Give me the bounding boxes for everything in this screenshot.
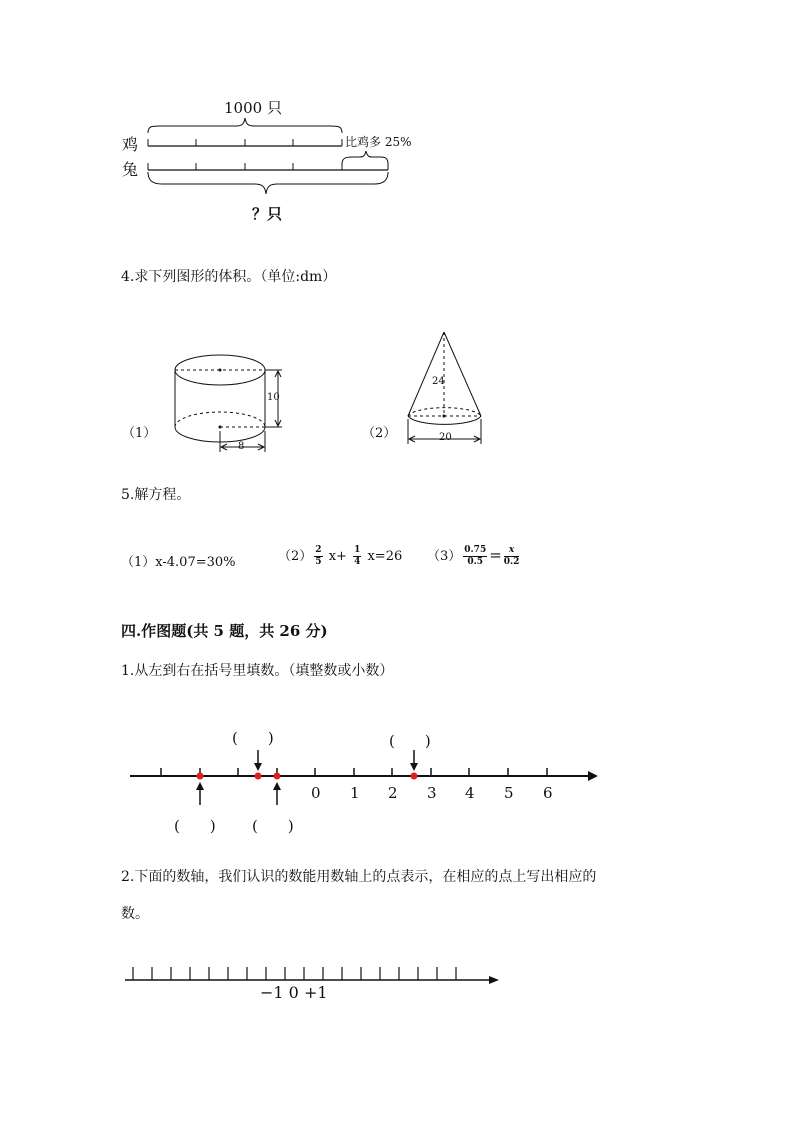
number-line-1 xyxy=(130,750,598,805)
eq3-prefix: （3） xyxy=(427,549,462,564)
eq2-fraction-1 xyxy=(314,545,322,568)
bar-top-label: 1000 只 xyxy=(224,99,282,117)
d2-axis-label: −1 0 +1 xyxy=(260,983,328,1002)
fig2-label: （2） xyxy=(362,426,397,441)
point-b xyxy=(255,773,262,780)
cylinder-figure xyxy=(175,355,282,452)
eq3-f1-num: 0.75 xyxy=(464,545,487,555)
q4-title: 4.求下列图形的体积。（单位:dm） xyxy=(121,269,337,285)
point-c xyxy=(274,773,281,780)
eq2-f1-den: 5 xyxy=(315,557,322,567)
eq3-f1-den: 0.5 xyxy=(467,557,484,567)
eq3-equals: = xyxy=(489,546,502,564)
eq2-f2-den: 4 xyxy=(354,557,361,567)
top-brace xyxy=(148,118,342,133)
q5-title: 5.解方程。 xyxy=(121,487,191,503)
eq3-fraction-1 xyxy=(463,545,487,568)
eq2-fraction-2 xyxy=(353,545,361,568)
blank-top-2[interactable]: ( ) xyxy=(389,732,431,750)
eq3-f2-den: 0.2 xyxy=(503,557,520,567)
point-a xyxy=(197,773,204,780)
extra-brace xyxy=(342,151,388,164)
bar-row2-label: 兔 xyxy=(122,160,139,179)
eq2-f2-num: 1 xyxy=(354,545,361,555)
bottom-brace xyxy=(148,172,388,194)
eq2-prefix: （2） xyxy=(278,549,313,564)
tick-label-1: 1 xyxy=(350,784,360,802)
tick-label-5: 5 xyxy=(504,784,514,802)
equation-1: （1）x-4.07=30% xyxy=(121,555,236,570)
fig2-diameter: 20 xyxy=(439,432,452,443)
fig1-label: （1） xyxy=(122,426,157,441)
d1-title: 1.从左到右在括号里填数。（填整数或小数） xyxy=(121,663,394,679)
tick-label-2: 2 xyxy=(388,784,398,802)
eq2-suffix: x=26 xyxy=(367,549,403,564)
bar-bottom-label: ？只 xyxy=(252,205,283,223)
fig1-diameter: 8 xyxy=(238,441,245,452)
tick-label-4: 4 xyxy=(465,784,475,802)
d2-title-line-1: 2.下面的数轴，我们认识的数能用数轴上的点表示，在相应的点上写出相应的 xyxy=(121,869,597,885)
eq2-f1-num: 2 xyxy=(315,545,322,555)
tick-label-3: 3 xyxy=(427,784,437,802)
blank-bottom-2[interactable]: ( ) xyxy=(252,817,294,835)
number-line-2 xyxy=(125,967,499,984)
bar-extra-label: 比鸡多 25% xyxy=(345,135,412,149)
eq2-mid: x+ xyxy=(328,549,347,564)
fig2-height: 24 xyxy=(432,376,445,387)
equation-3 xyxy=(427,545,521,568)
cone-figure xyxy=(408,332,481,444)
tick-label-6: 6 xyxy=(543,784,553,802)
bar-row1-label: 鸡 xyxy=(122,135,139,154)
equation-2 xyxy=(278,545,402,568)
section-4-title: 四.作图题(共 5 题，共 26 分) xyxy=(121,622,328,640)
point-d xyxy=(411,773,418,780)
blank-top-1[interactable]: ( ) xyxy=(232,729,274,747)
fig1-height: 10 xyxy=(267,392,280,403)
tick-label-0: 0 xyxy=(311,784,321,802)
eq3-f2-num: x xyxy=(504,545,520,557)
blank-bottom-1[interactable]: ( ) xyxy=(174,817,216,835)
d2-title-line-2: 数。 xyxy=(121,906,149,922)
eq3-fraction-2 xyxy=(504,545,520,568)
